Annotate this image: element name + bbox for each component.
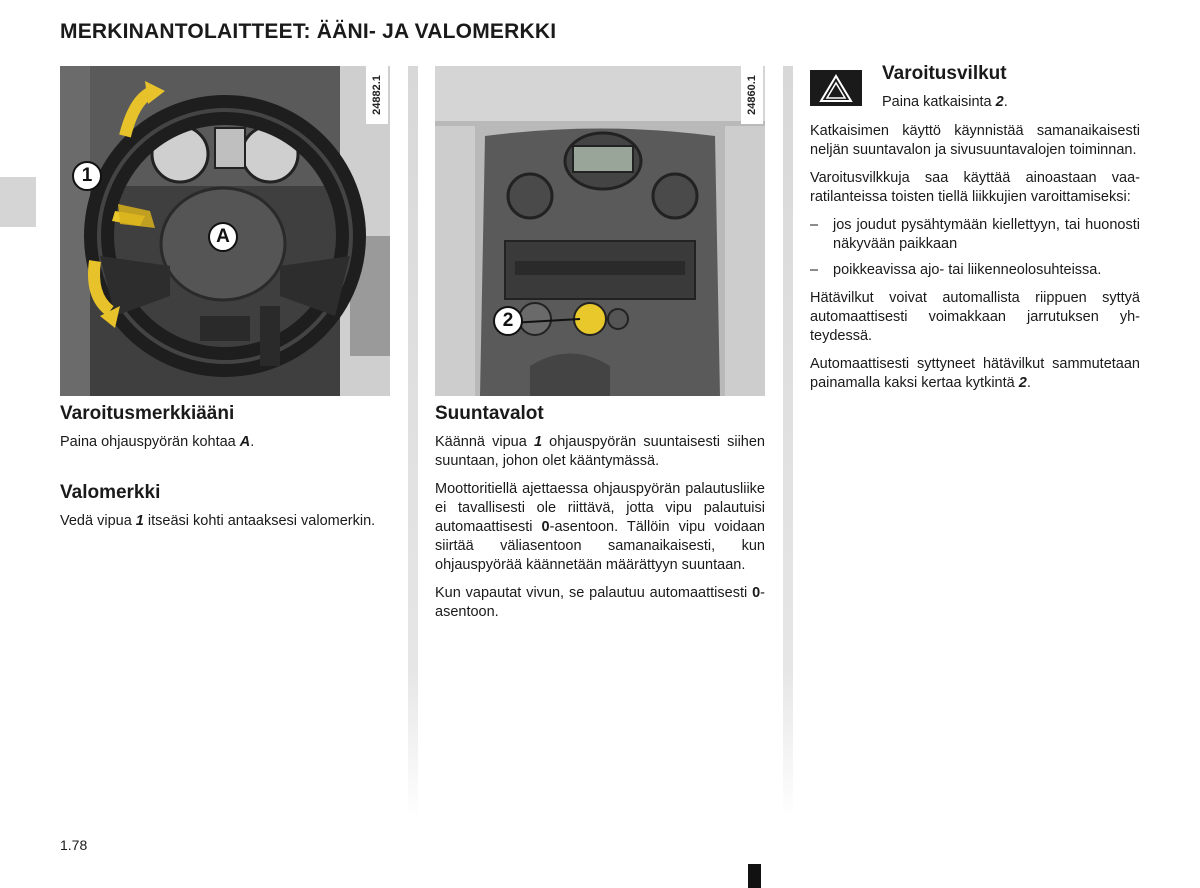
hazard-text-4: Automaattisesti syttyneet hätävilkut sammutetaan painamalla kaksi kertaa kytkintä 2.: [810, 356, 1140, 391]
section-heading-hazard: Varoitusvilkut: [882, 63, 1007, 84]
hazard-warning-symbol: [810, 70, 862, 106]
hazard-subtext: Paina katkaisinta 2.: [882, 94, 1008, 110]
column-horn: [60, 66, 390, 540]
page-edge-marker: [748, 864, 761, 888]
section-heading-indicators: Suuntavalot: [435, 403, 544, 424]
center-console-illustration: [435, 66, 765, 396]
page-number: 1.78: [60, 837, 88, 853]
warning-triangle-icon: [810, 70, 862, 106]
list-item: – poikkeavissa ajo- tai liikenneolosuhteissa.: [810, 261, 1140, 280]
column-hazard: [810, 122, 1140, 402]
steering-wheel-figure: [60, 66, 390, 396]
column-divider: [783, 66, 793, 820]
column-indicators: [435, 66, 765, 631]
column-divider: [408, 66, 418, 820]
figure-id: 24860.1: [741, 66, 763, 124]
hazard-list: [810, 216, 1140, 280]
section-heading-flash: Valomerkki: [60, 482, 161, 503]
callout-2: 2: [493, 306, 523, 336]
callout-1: 1: [72, 161, 102, 191]
indicators-text-2: Moottoritiellä ajettaessa ohjauspyörän palautusliike ei tavallisesti ole riittävä, jotta vipu palautuisi automaattisesti 0-asentoon. Tällöin vipu voidaan siirtää väliasentoon samanaikaisesti, kun ohjauspyörää käännetään määrättyyn suuntaan.: [435, 481, 765, 573]
console-figure: [435, 66, 765, 396]
hazard-text-3: Hätävilkut voivat automallista riippuen syttyä automaattisesti voimakkaan jarrutuksen yhteydessä.: [810, 290, 1140, 344]
list-item: – jos joudut pysähtymään kiellettyyn, tai huonosti näkyvään paikkaan: [810, 216, 1140, 254]
figure-id: 24882.1: [366, 66, 388, 124]
hazard-text-1: Katkaisimen käyttö käynnistää samanaikaisesti neljän suuntavalon ja sivusuuntavalojen toiminnan.: [810, 123, 1140, 158]
flash-text: Vedä vipua 1 itseäsi kohti antaaksesi valomerkin.: [60, 513, 376, 529]
indicators-text-3: Kun vapautat vivun, se palautuu automaattisesti 0-asentoon.: [435, 585, 765, 620]
section-heading-horn: Varoitusmerkkiääni: [60, 403, 235, 424]
horn-text: Paina ohjauspyörän kohtaa A.: [60, 434, 255, 450]
callout-a: A: [208, 222, 238, 252]
chapter-tab: [0, 177, 36, 227]
indicators-text-1: Käännä vipua 1 ohjauspyörän suuntaisesti siihen suuntaan, johon olet kääntymässä.: [435, 434, 765, 469]
page-title: MERKINANTOLAITTEET: ÄÄNI- JA VALOMERKKI: [60, 20, 557, 43]
hazard-text-2: Varoitusvilkkuja saa käyttää ainoastaan vaaratilanteissa toisten tiellä liikkujien varoittamiseksi:: [810, 170, 1140, 205]
